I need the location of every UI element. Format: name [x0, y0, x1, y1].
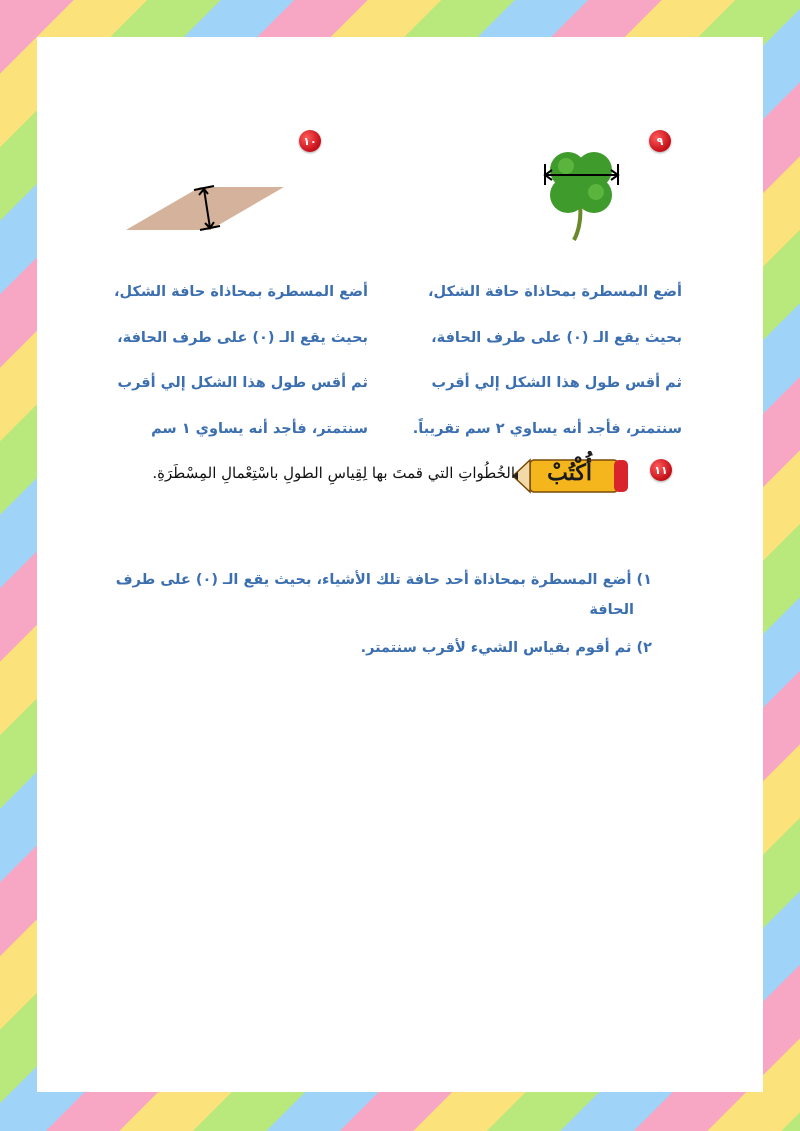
exercise-10-line-1: أضع المسطرة بمحاذاة حافة الشكل،: [114, 284, 368, 300]
exercise-9-badge: ٩: [649, 130, 671, 152]
exercise-10-text: [114, 284, 368, 466]
write-prompt-row: [150, 450, 670, 510]
exercise-10-line-2: بحيث يقع الـ (٠) على طرف الحافة،: [117, 329, 368, 346]
answer-line-1: ١) أضع المسطرة بمحاذاة أحد حافة تلك الأشياء، بحيث يقع الـ (٠) على طرف: [115, 572, 652, 588]
exercise-9-line-1: أضع المسطرة بمحاذاة حافة الشكل،: [428, 284, 682, 300]
answer-line-2: ٢) ثم أقوم بقياس الشيء لأقرب سنتمتر.: [360, 640, 652, 656]
exercise-9-line-4: سنتمتر، فأجد أنه يساوي ٢ سم تقريباً.: [412, 420, 682, 437]
exercise-10-badge: ١٠: [299, 130, 321, 152]
exercise-11-badge: ١١: [650, 459, 672, 481]
exercise-9-line-2: بحيث يقع الـ (٠) على طرف الحافة،: [431, 329, 682, 346]
exercise-9-line-3: ثم أقس طول هذا الشكل إلي أقرب: [431, 375, 682, 391]
clover-image: [538, 140, 628, 245]
parallelogram-shape: [120, 180, 290, 240]
exercise-10-line-4: سنتمتر، فأجد أنه يساوي ١ سم: [151, 420, 368, 437]
answer-line-1-continued: الحافة: [589, 602, 634, 618]
write-prompt-text: الخُطُواتِ التي قمتَ بها لِقِياسِ الطولِ باسْتِعْمالِ المِسْطَرَةِ.: [152, 464, 515, 482]
exercise-10-line-3: ثم أقس طول هذا الشكل إلي أقرب: [117, 375, 368, 391]
exercise-11-answers: [112, 565, 652, 663]
exercise-9-text: [413, 284, 682, 466]
write-label: أُكْتُبْ: [547, 460, 592, 486]
